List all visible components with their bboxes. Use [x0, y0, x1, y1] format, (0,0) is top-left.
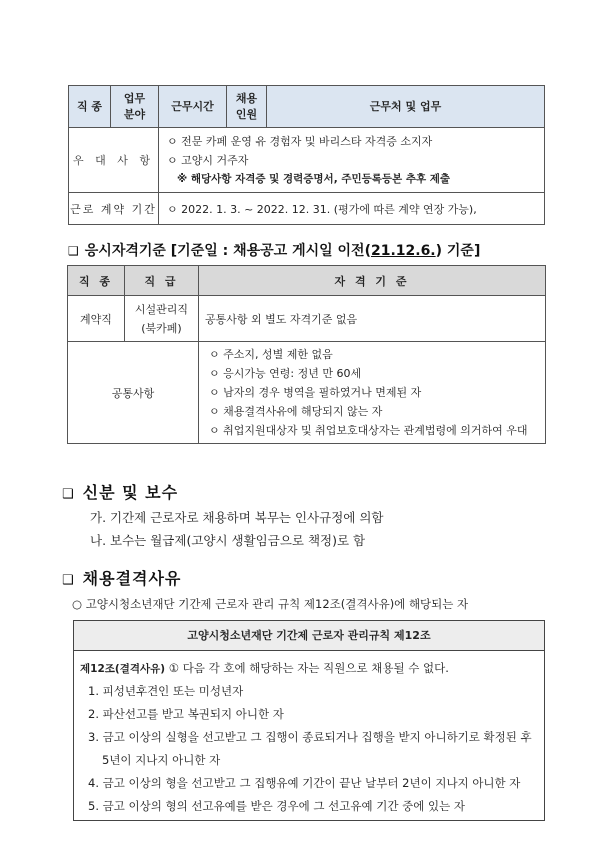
checkbox-bullet-icon: ❑	[68, 244, 79, 258]
rule-title: 고양시청소년재단 기간제 근로자 관리규칙 제12조	[74, 621, 544, 651]
list-item: ㅇ 채용결격사유에 해당되지 않는 자	[209, 405, 383, 418]
preference-item: ㅇ 고양시 거주자	[167, 154, 249, 167]
rule-item: 5. 금고 이상의 형의 선고유예를 받은 경우에 그 선고유예 기간 중에 있는 자	[88, 799, 465, 813]
common-label: 공통사항	[68, 342, 199, 444]
rule-article: 제12조(결격사유)	[80, 663, 166, 675]
qualification-heading	[68, 240, 480, 260]
rule-box	[73, 620, 545, 821]
qualification-table	[67, 265, 546, 444]
checkbox-bullet-icon: ❑	[62, 573, 75, 588]
checkbox-bullet-icon: ❑	[62, 487, 75, 502]
rule-item: 2. 파산선고를 받고 복권되지 아니한 자	[88, 707, 284, 721]
table-row	[68, 342, 546, 444]
disqualification-heading	[62, 566, 181, 589]
job-info-header-row	[69, 86, 545, 128]
status-heading	[62, 480, 178, 503]
col-work-hours: 근무시간	[159, 86, 227, 128]
list-item: ㅇ 주소지, 성별 제한 없음	[209, 348, 333, 361]
col-grade: 직 급	[125, 266, 199, 296]
col-job-type: 직 종	[69, 86, 111, 128]
col-criteria: 자 격 기 준	[199, 266, 546, 296]
qualification-header-row	[68, 266, 546, 296]
preference-label: 우 대 사 항	[69, 128, 159, 193]
col-workplace-duty: 근무처 및 업무	[267, 86, 545, 128]
contract-value: ㅇ 2022. 1. 3. ~ 2022. 12. 31. (평가에 따른 계약 연장 가능),	[159, 193, 545, 225]
rule-item: 4. 금고 이상의 형을 선고받고 그 집행유예 기간이 끝난 날부터 2년이 지나지 아니한 자	[88, 776, 521, 790]
contract-row	[69, 193, 545, 225]
qualification-title-date: 21.12.6.	[370, 243, 436, 259]
row-criteria: 공통사항 외 별도 자격기준 없음	[199, 296, 546, 342]
rule-lead: ① 다음 각 호에 해당하는 자는 직원으로 채용될 수 없다.	[165, 661, 449, 675]
disqualification-title: 채용결격사유	[82, 569, 182, 588]
col-headcount: 채용 인원	[227, 86, 267, 128]
disqualification-intro: ○ 고양시청소년재단 기간제 근로자 관리 규칙 제12조(결격사유)에 해당되는 자	[72, 597, 469, 611]
preference-cell	[159, 128, 545, 193]
status-item: 나. 보수는 월급제(고양시 생활임금으로 책정)로 함	[90, 533, 366, 548]
rule-lead-line	[80, 657, 538, 680]
table-row	[68, 296, 546, 342]
job-info-table	[68, 85, 545, 225]
list-item: ㅇ 남자의 경우 병역을 필하였거나 면제된 자	[209, 386, 422, 399]
col-job-type: 직 종	[68, 266, 125, 296]
contract-label: 근로 계약 기간	[69, 193, 159, 225]
preference-item: ㅇ 전문 카페 운영 유 경험자 및 바리스타 자격증 소지자	[167, 135, 433, 148]
qualification-title-prefix: 응시자격기준 [기준일 : 채용공고 게시일 이전(	[84, 243, 371, 259]
status-item: 가. 기간제 근로자로 채용하며 복무는 인사규정에 의함	[90, 510, 384, 525]
rule-body	[74, 651, 544, 820]
preference-row	[69, 128, 545, 193]
row-job-type: 계약직	[68, 296, 125, 342]
status-title: 신분 및 보수	[82, 483, 179, 502]
rule-item-continuation: 5년이 지나지 아니한 자	[102, 753, 221, 767]
common-criteria	[199, 342, 546, 444]
qualification-title-suffix: ) 기준]	[435, 243, 481, 259]
list-item: ㅇ 취업지원대상자 및 취업보호대상자는 관계법령에 의거하여 우대	[209, 424, 528, 437]
col-work-field: 업무 분야	[111, 86, 159, 128]
rule-item: 1. 피성년후견인 또는 미성년자	[88, 684, 244, 698]
row-grade: 시설관리직 (북카페)	[125, 296, 199, 342]
list-item: ㅇ 응시가능 연령: 정년 만 60세	[209, 367, 362, 380]
preference-note: ※ 해당사항 자격증 및 경력증명서, 주민등록등본 추후 제출	[177, 173, 451, 185]
rule-item: 3. 금고 이상의 실형을 선고받고 그 집행이 종료되거나 집행을 받지 아니하기로 확정된 후	[88, 730, 532, 744]
